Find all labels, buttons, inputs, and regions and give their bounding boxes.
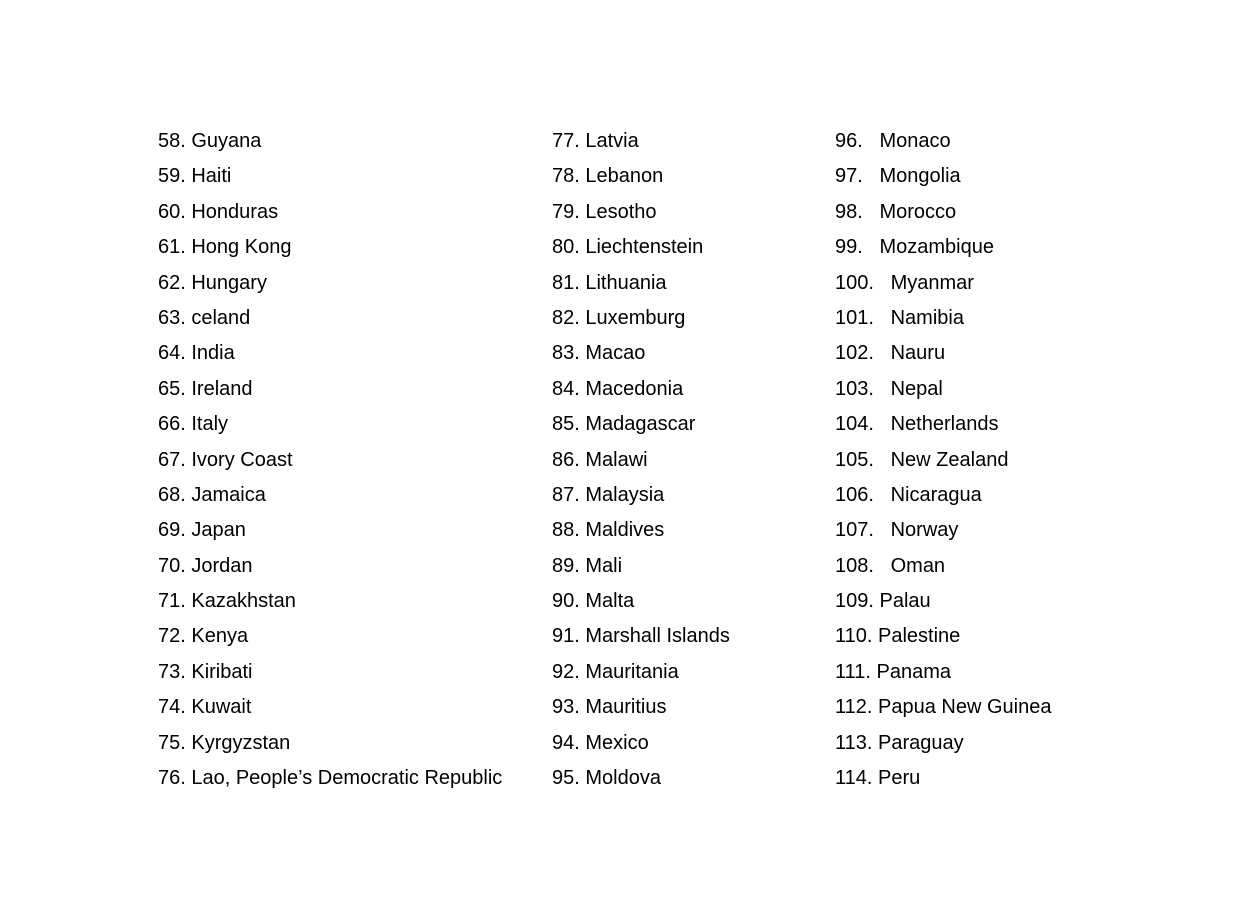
list-item: 75. Kyrgyzstan xyxy=(158,731,291,754)
list-item: 70. Jordan xyxy=(158,554,253,577)
list-item: 94. Mexico xyxy=(552,731,649,754)
list-item: 59. Haiti xyxy=(158,165,232,188)
country-list-column-1 xyxy=(158,125,538,797)
list-item: 106. Nicaragua xyxy=(835,483,982,506)
list-item: 104. Netherlands xyxy=(835,413,999,436)
list-item: 92. Mauritania xyxy=(552,660,679,683)
list-item: 112. Papua New Guinea xyxy=(835,696,1052,719)
list-item: 65. Ireland xyxy=(158,377,253,400)
list-item: 113. Paraguay xyxy=(835,731,964,754)
list-item: 67. Ivory Coast xyxy=(158,448,293,471)
list-item: 91. Marshall Islands xyxy=(552,625,730,648)
list-item: 111. Panama xyxy=(835,660,952,683)
list-item: 71. Kazakhstan xyxy=(158,590,296,613)
list-item: 77. Latvia xyxy=(552,130,639,152)
list-item: 68. Jamaica xyxy=(158,483,266,506)
list-item: 66. Italy xyxy=(158,413,229,436)
list-item: 101. Namibia xyxy=(835,306,964,329)
list-item: 69. Japan xyxy=(158,519,246,542)
list-item: 100. Myanmar xyxy=(835,271,974,294)
list-item: 102. Nauru xyxy=(835,342,946,365)
list-item: 72. Kenya xyxy=(158,625,249,648)
list-item: 88. Maldives xyxy=(552,519,665,542)
list-item: 76. Lao, People’s Democratic Republic xyxy=(158,767,503,790)
list-item: 74. Kuwait xyxy=(158,696,252,719)
list-item: 60. Honduras xyxy=(158,200,279,223)
country-list-column-3 xyxy=(835,125,1135,797)
list-item: 81. Lithuania xyxy=(552,271,667,294)
list-item: 109. Palau xyxy=(835,590,931,613)
list-item: 62. Hungary xyxy=(158,271,267,294)
list-item: 98. Morocco xyxy=(835,200,957,223)
list-item: 86. Malawi xyxy=(552,448,648,471)
list-item: 105. New Zealand xyxy=(835,448,1009,471)
list-item: 97. Mongolia xyxy=(835,165,961,188)
list-item: 83. Macao xyxy=(552,342,646,365)
list-item: 87. Malaysia xyxy=(552,483,665,506)
list-item: 80. Liechtenstein xyxy=(552,236,704,259)
list-item: 103. Nepal xyxy=(835,377,943,400)
list-item: 78. Lebanon xyxy=(552,165,664,188)
list-item: 114. Peru xyxy=(835,767,921,790)
country-list-column-2 xyxy=(552,125,822,797)
list-item: 84. Macedonia xyxy=(552,377,684,400)
list-item: 108. Oman xyxy=(835,554,946,577)
list-item: 79. Lesotho xyxy=(552,200,657,223)
list-item: 107. Norway xyxy=(835,519,959,542)
list-item: 96. Monaco xyxy=(835,130,951,152)
list-item: 90. Malta xyxy=(552,590,635,613)
list-item: 73. Kiribati xyxy=(158,660,253,683)
list-item: 99. Mozambique xyxy=(835,236,994,259)
list-item: 63. celand xyxy=(158,306,251,329)
list-item: 58. Guyana xyxy=(158,130,262,152)
list-item: 95. Moldova xyxy=(552,767,661,790)
list-item: 93. Mauritius xyxy=(552,696,667,719)
list-item: 61. Hong Kong xyxy=(158,236,292,259)
list-item: 89. Mali xyxy=(552,554,623,577)
list-item: 110. Palestine xyxy=(835,625,961,648)
list-item: 64. India xyxy=(158,342,235,365)
list-item: 85. Madagascar xyxy=(552,413,696,436)
list-item: 82. Luxemburg xyxy=(552,306,686,329)
